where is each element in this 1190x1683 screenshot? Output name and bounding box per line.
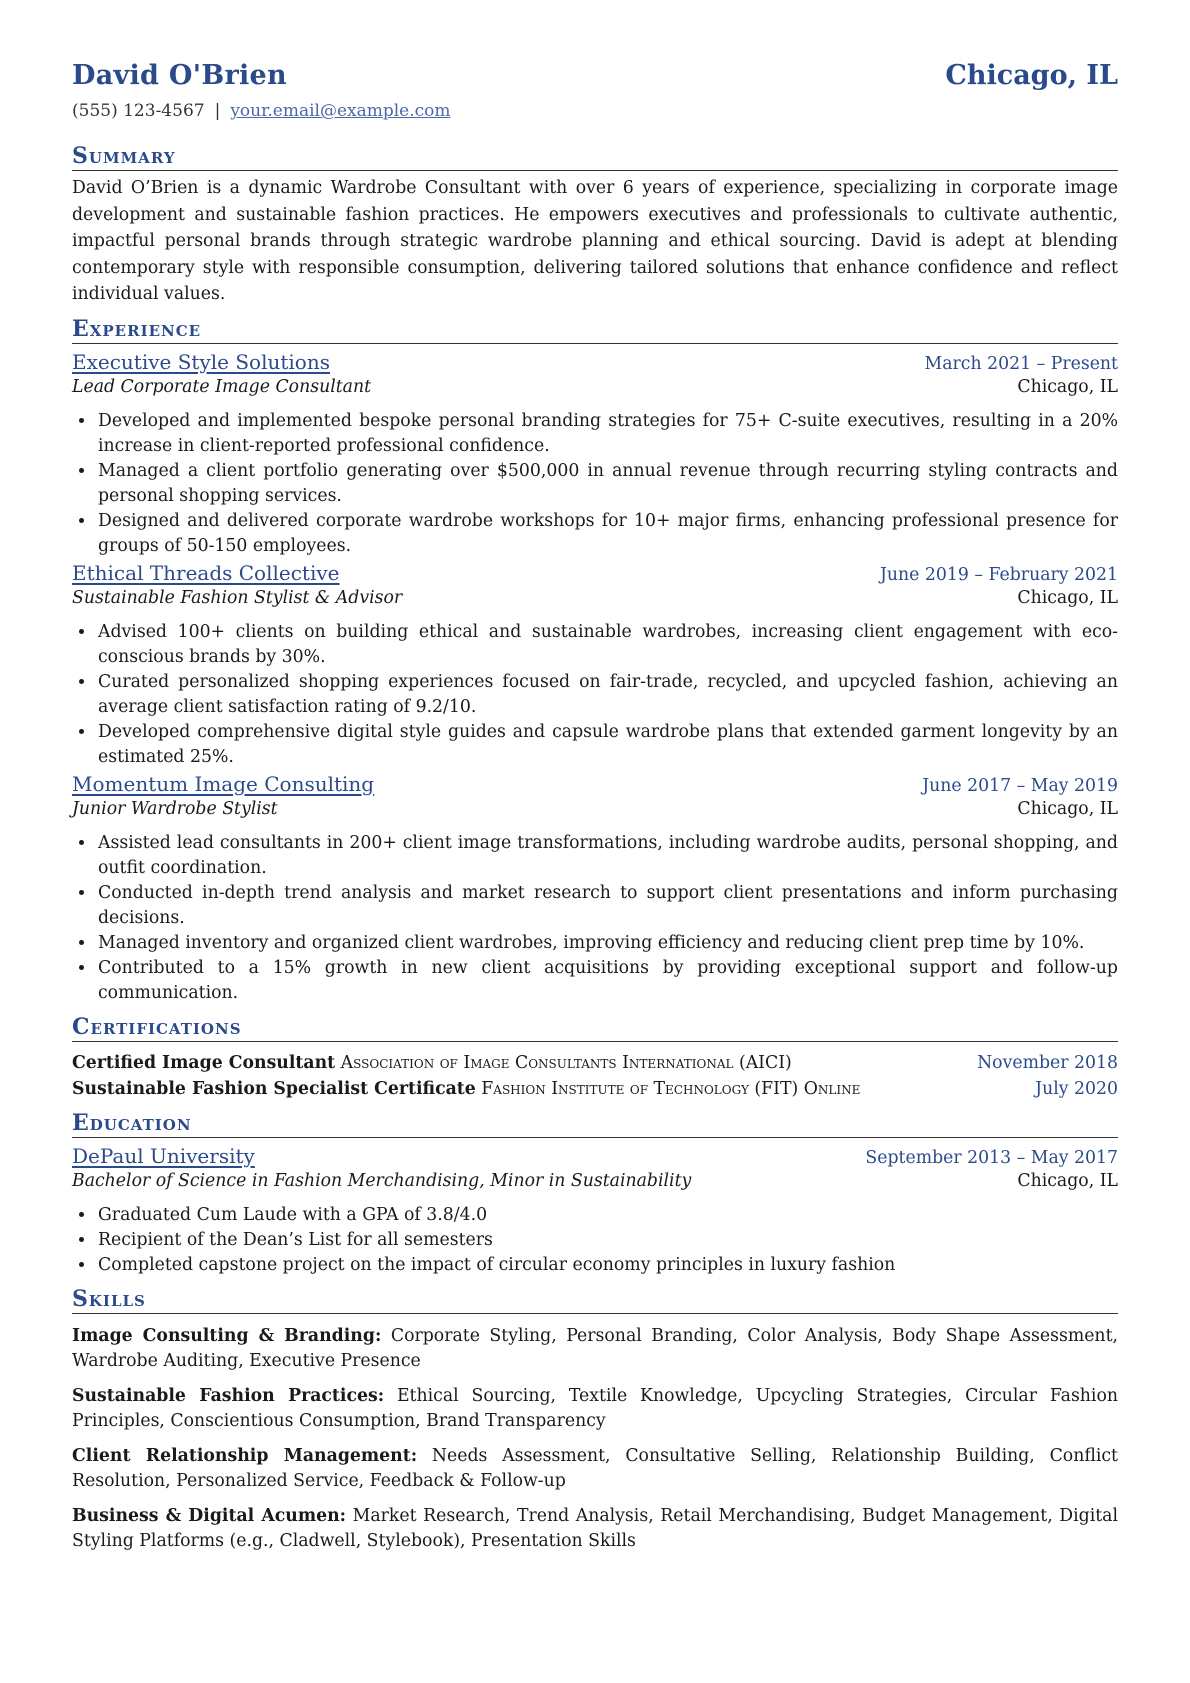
experience-entry <box>72 772 1118 1006</box>
education-entry <box>72 1144 1118 1278</box>
certification-row <box>72 1050 1118 1076</box>
list-item: • Graduated Cum Laude with a GPA of 3.8/4.0 <box>96 1203 1118 1228</box>
certification-name: Certified Image Consultant <box>72 1052 336 1073</box>
job-title: Sustainable Fashion Stylist & Advisor <box>72 587 403 608</box>
skill-group-items: Needs Assessment, Consultative Selling, Relationship Building, Conflict Resolution, Personalized Service, Feedback & Follow-up <box>72 1445 1119 1491</box>
experience-section <box>72 316 1118 1006</box>
certification-issuer: Fashion Institute of Technology (FIT) Online <box>481 1078 861 1099</box>
degree-title: Bachelor of Science in Fashion Merchandising, Minor in Sustainability <box>72 1170 692 1191</box>
experience-entry <box>72 350 1118 559</box>
certification-date: July 2020 <box>1035 1078 1118 1099</box>
school-name: DePaul University <box>72 1143 255 1168</box>
list-item: • Recipient of the Dean’s List for all semesters <box>96 1228 1118 1253</box>
list-item: • Developed and implemented bespoke personal branding strategies for 75+ C-suite executives, resulting in a 20% increase in client-reported professional confidence. <box>96 409 1118 459</box>
skills-heading: Skills <box>72 1286 1118 1314</box>
skill-group <box>72 1444 1118 1494</box>
education-heading: Education <box>72 1110 1118 1138</box>
skill-group-items: Ethical Sourcing, Textile Knowledge, Upcycling Strategies, Circular Fashion Principles, Conscientious Consumption, Brand Transparency <box>72 1385 1118 1431</box>
skill-group-label: Sustainable Fashion Practices: <box>72 1385 385 1406</box>
certification-date: November 2018 <box>977 1052 1118 1073</box>
education-section <box>72 1110 1118 1278</box>
job-title: Junior Wardrobe Stylist <box>72 798 278 819</box>
summary-section <box>72 143 1118 308</box>
certification-name: Sustainable Fashion Specialist Certificate <box>72 1078 476 1099</box>
job-location: Chicago, IL <box>1017 376 1118 397</box>
resume-page <box>72 60 1118 1554</box>
job-location: Chicago, IL <box>1017 587 1118 608</box>
skill-group <box>72 1504 1118 1554</box>
list-item: • Managed inventory and organized client wardrobes, improving efficiency and reducing client prep time by 10%. <box>96 931 1118 956</box>
skills-section <box>72 1286 1118 1554</box>
skill-group <box>72 1384 1118 1434</box>
summary-text: David O’Brien is a dynamic Wardrobe Consultant with over 6 years of experience, specializing in corporate image development and sustainable fashion practices. He empowers executives and professionals to cultivate authentic, impactful personal brands through strategic wardrobe planning and ethical sourcing. David is adept at blending contemporary style with responsible consumption, delivering tailored solutions that enhance confidence and reflect individual values. <box>72 178 1118 304</box>
certification-row <box>72 1076 1118 1102</box>
list-item: • Curated personalized shopping experiences focused on fair-trade, recycled, and upcycled fashion, achieving an average client satisfaction rating of 9.2/10. <box>96 670 1118 720</box>
job-dates: June 2019 – February 2021 <box>879 564 1118 585</box>
experience-heading: Experience <box>72 316 1118 344</box>
list-item: • Managed a client portfolio generating over $500,000 in annual revenue through recurring styling contracts and personal shopping services. <box>96 459 1118 509</box>
job-bullets <box>72 620 1118 770</box>
summary-heading: Summary <box>72 143 1118 171</box>
job-title: Lead Corporate Image Consultant <box>72 376 372 397</box>
education-bullets <box>72 1203 1118 1278</box>
resume-header <box>72 60 1118 91</box>
candidate-location: Chicago, IL <box>945 60 1118 91</box>
list-item: • Advised 100+ clients on building ethical and sustainable wardrobes, increasing client engagement with eco-conscious brands by 30%. <box>96 620 1118 670</box>
list-item: • Assisted lead consultants in 200+ client image transformations, including wardrobe audits, personal shopping, and outfit coordination. <box>96 831 1118 881</box>
certifications-heading: Certifications <box>72 1014 1118 1042</box>
skill-group <box>72 1324 1118 1374</box>
email-link[interactable]: your.email@example.com <box>230 101 451 121</box>
experience-entry <box>72 561 1118 770</box>
contact-separator: | <box>214 101 221 121</box>
certification-issuer: Association of Image Consultants International (AICI) <box>340 1052 792 1073</box>
company-name: Momentum Image Consulting <box>72 771 375 796</box>
skill-group-label: Image Consulting & Branding: <box>72 1325 382 1346</box>
list-item: • Developed comprehensive digital style guides and capsule wardrobe plans that extended garment longevity by an estimated 25%. <box>96 720 1118 770</box>
list-item: • Contributed to a 15% growth in new client acquisitions by providing exceptional support and follow-up communication. <box>96 956 1118 1006</box>
list-item: • Conducted in-depth trend analysis and market research to support client presentations and inform purchasing decisions. <box>96 881 1118 931</box>
skill-group-label: Business & Digital Acumen: <box>72 1505 347 1526</box>
candidate-name: David O'Brien <box>72 60 287 91</box>
skill-group-items: Market Research, Trend Analysis, Retail Merchandising, Budget Management, Digital Styling Platforms (e.g., Cladwell, Stylebook), Presentation Skills <box>72 1505 1119 1551</box>
company-name: Ethical Threads Collective <box>72 560 340 585</box>
list-item: • Completed capstone project on the impact of circular economy principles in luxury fashion <box>96 1253 1118 1278</box>
skill-group-items: Corporate Styling, Personal Branding, Color Analysis, Body Shape Assessment, Wardrobe Auditing, Executive Presence <box>72 1325 1119 1371</box>
certifications-section <box>72 1014 1118 1102</box>
education-location: Chicago, IL <box>1017 1170 1118 1191</box>
skill-group-label: Client Relationship Management: <box>72 1445 418 1466</box>
education-dates: September 2013 – May 2017 <box>865 1147 1118 1168</box>
phone-number: (555) 123-4567 <box>72 101 205 121</box>
contact-line <box>72 101 1118 121</box>
job-location: Chicago, IL <box>1017 798 1118 819</box>
job-dates: March 2021 – Present <box>924 353 1118 374</box>
job-bullets <box>72 831 1118 1006</box>
job-dates: June 2017 – May 2019 <box>922 775 1118 796</box>
job-bullets <box>72 409 1118 559</box>
list-item: • Designed and delivered corporate wardrobe workshops for 10+ major firms, enhancing professional presence for groups of 50-150 employees. <box>96 509 1118 559</box>
company-name: Executive Style Solutions <box>72 349 330 374</box>
